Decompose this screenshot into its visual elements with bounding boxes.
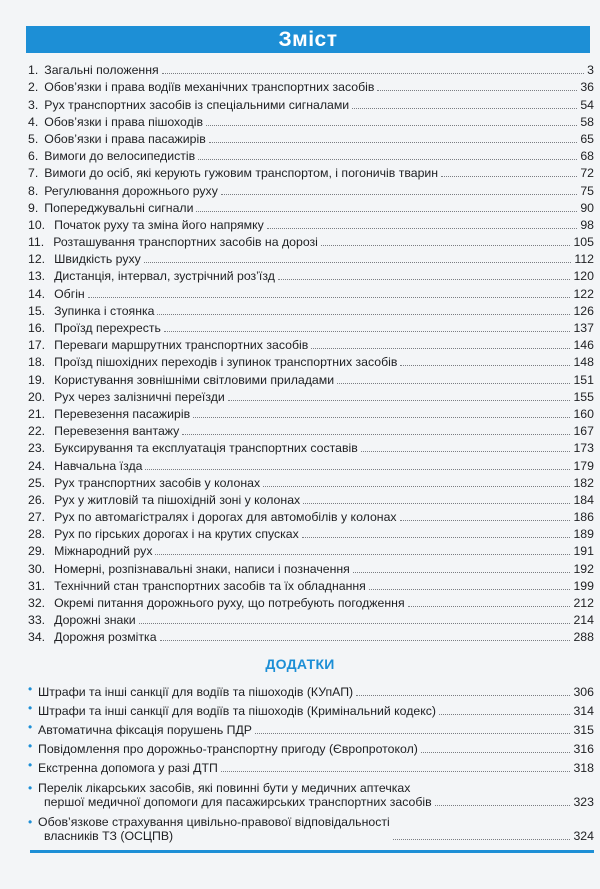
toc-entry-title: Дорожні знаки [54,613,136,628]
toc-entry-page: 182 [573,475,594,490]
toc-entry-title: Окремі питання дорожнього руху, що потребують погодження [54,596,405,610]
toc-entry-page: 3 [587,63,594,78]
toc-entry[interactable] [28,163,594,180]
toc-entry-title: Початок руху та зміна його напрямку [54,217,264,232]
toc-entry-page: 120 [573,269,594,284]
toc-entry-title: Переваги маршрутних транспортних засобів [54,338,309,353]
toc-entry-number: 19. [28,372,46,387]
dot-leader [303,502,570,504]
dot-leader [352,107,577,109]
toc-entry-title: Зупинка і стоянка [54,303,155,318]
dot-leader [228,399,571,401]
bullet-icon: • [28,815,33,829]
toc-entry-number: 12. [28,252,46,267]
toc-entry-title: Навчальна їзда [54,458,143,473]
appendix-entry-line1: Обов’язкове страхування цивільно-правової відповідальності [38,815,390,829]
dot-leader [439,713,570,715]
dot-leader [209,141,578,143]
toc-entry-number: 8. [28,183,39,198]
toc-entry[interactable] [28,335,594,352]
toc-entry-number: 1. [28,63,39,78]
toc-entry-title: Вимоги до осіб, які керують гужовим транспортом, і погоничів тварин [44,166,439,181]
dot-leader [193,416,570,418]
toc-entry[interactable] [28,301,594,318]
toc-entry-number: 9. [28,200,39,215]
toc-entry-page: 36 [580,80,594,95]
toc-entry-page: 72 [580,166,594,181]
toc-entry[interactable] [28,146,594,163]
appendix-entry[interactable] [28,737,594,756]
toc-entry-number: 28. [28,527,46,542]
appendix-entry-title [38,815,390,843]
dot-leader [198,158,577,160]
dot-leader [182,433,570,435]
appendix-entry[interactable] [28,775,594,809]
toc-entry-page: 189 [573,527,594,542]
toc-entry-number: 3. [28,97,39,112]
toc-entry-page: 192 [573,561,594,576]
dot-leader [441,175,577,177]
toc-entry-title: Рух транспортних засобів із спеціальними сигналами [44,97,350,112]
appendix-entry-page: 316 [573,742,594,756]
toc-entry-title: Загальні положення [44,63,159,78]
toc-entry-title: Швидкість руху [54,252,141,267]
toc-entry[interactable] [28,507,594,524]
dot-leader [400,364,570,366]
appendix-entry-title [38,685,353,699]
toc-entry-title: Міжнародний рух [54,544,153,559]
toc-entry-title: Рух у житловій та пішохідній зоні у колонах [54,492,301,507]
toc-entry-page: 90 [580,200,594,215]
bullet-icon: • [28,758,33,772]
appendix-entry[interactable] [28,809,594,843]
toc-entry[interactable] [28,352,594,369]
toc-entry-page: 112 [574,252,594,267]
toc-entry-number: 10. [28,217,46,232]
dot-leader [302,536,571,538]
table-of-contents [28,60,594,644]
toc-entry-number: 2. [28,80,39,95]
bullet-icon: • [28,701,33,715]
bullet-icon: • [28,720,33,734]
toc-entry-number: 11. [28,235,45,250]
dot-leader [408,605,571,607]
toc-entry-number: 32. [28,596,46,610]
toc-entry-page: 155 [573,389,594,404]
appendix-entry-title [38,742,418,756]
toc-entry-page: 68 [580,149,594,164]
dot-leader [263,485,570,487]
toc-entry-page: 186 [573,510,594,525]
appendix-entry-line1: Повідомлення про дорожньо-транспортну пригоду (Європротокол) [38,742,418,756]
toc-entry[interactable] [28,610,594,627]
contents-header-bar [26,26,590,53]
appendix-entry-line1: Штрафи та інші санкції для водіїв та пішоходів (Кримінальний кодекс) [38,704,437,718]
toc-entry-page: 214 [573,613,594,628]
toc-entry-title: Перевезення вантажу [54,424,180,439]
toc-entry[interactable] [28,541,594,558]
toc-entry-title: Вимоги до велосипедистів [44,149,196,164]
toc-entry-title: Попереджувальні сигнали [44,200,194,215]
toc-entry[interactable] [28,283,594,300]
toc-entry-number: 4. [28,114,39,129]
toc-entry-number: 29. [28,544,46,559]
toc-entry-title: Регулювання дорожнього руху [44,183,218,198]
dot-leader [162,72,585,74]
toc-entry-page: 179 [573,458,594,473]
toc-entry-title: Розташування транспортних засобів на дорозі [53,235,318,250]
appendix-entry-title [38,761,218,775]
appendix-entry-line2: першої медичної допомоги для пасажирських транспортних засобів [44,795,432,809]
appendix-entry-title [38,723,252,737]
toc-entry[interactable] [28,129,594,146]
toc-entry-page: 212 [573,596,594,610]
bullet-icon: • [28,781,33,795]
toc-entry-number: 22. [28,424,46,439]
dot-leader [337,382,570,384]
toc-entry[interactable] [28,318,594,335]
toc-entry-title: Рух по гірських дорогах і на крутих спусках [54,527,299,542]
dot-leader [356,694,570,696]
dot-leader [88,296,571,298]
toc-entry[interactable] [28,473,594,490]
toc-entry-number: 21. [28,406,46,421]
toc-entry-page: 288 [573,630,594,645]
toc-entry[interactable] [28,180,594,197]
toc-entry-page: 126 [573,303,594,318]
dot-leader [155,553,570,555]
dot-leader [377,89,577,91]
appendix-entry-page: 306 [573,685,594,699]
dot-leader [221,770,571,772]
toc-entry-page: 65 [580,131,594,146]
toc-entry-page: 98 [580,217,594,232]
appendix-entry-title [38,781,432,809]
toc-entry-number: 27. [28,510,46,525]
toc-entry[interactable] [28,198,594,215]
toc-entry-page: 167 [573,424,594,439]
toc-entry-title: Дистанція, інтервал, зустрічний роз’їзд [54,269,275,284]
toc-entry-page: 184 [573,492,594,507]
dot-leader [196,210,577,212]
appendix-entry-line1: Автоматична фіксація порушень ПДР [38,723,253,737]
toc-entry-page: 191 [573,544,594,559]
toc-entry-number: 14. [28,286,46,301]
toc-entry-title: Рух транспортних засобів у колонах [54,475,261,490]
appendix-entry-line1: Штрафи та інші санкції для водіїв та пішоходів (КУпАП) [38,685,354,699]
appendix-entry-page: 324 [573,829,594,843]
appendix-entry[interactable] [28,756,594,775]
toc-entry-title: Перевезення пасажирів [54,406,191,421]
toc-entry-title: Проїзд пішохідних переходів і зупинок транспортних засобів [54,355,398,370]
dot-leader [267,227,578,229]
toc-entry-title: Дорожня розмітка [54,630,157,645]
dot-leader [221,193,577,195]
toc-entry-title: Рух по автомагістралях і дорогах для автомобілів у колонах [54,510,397,525]
toc-entry-title: Користування зовнішніми світловими приладами [54,372,335,387]
toc-entry-title: Обов’язки і права пасажирів [44,131,206,146]
toc-entry[interactable] [28,232,594,249]
appendix-entry-page: 318 [573,761,594,775]
toc-entry-page: 160 [573,406,594,421]
toc-entry-number: 7. [28,166,39,181]
toc-entry-number: 33. [28,613,46,628]
toc-entry[interactable] [28,249,594,266]
toc-entry-number: 23. [28,441,46,456]
toc-entry-number: 26. [28,492,46,507]
toc-entry-title: Буксирування та експлуатація транспортних составів [54,441,358,456]
toc-entry[interactable] [28,369,594,386]
toc-entry[interactable] [28,490,594,507]
dot-leader [311,347,570,349]
toc-entry-number: 20. [28,389,46,404]
appendix-entry-line2: власників ТЗ (ОСЦПВ) [44,829,174,843]
toc-entry-page: 75 [580,183,594,198]
dot-leader [206,124,577,126]
toc-entry-page: 54 [580,97,594,112]
dot-leader [369,588,571,590]
toc-entry-number: 25. [28,475,46,490]
toc-entry-number: 34. [28,630,46,645]
toc-entry-title: Рух через залізничні переїзди [54,389,225,404]
toc-entry-number: 13. [28,269,46,284]
toc-entry[interactable] [28,593,594,610]
toc-entry-number: 24. [28,458,46,473]
toc-entry-title: Обов’язки і права пішоходів [44,114,204,129]
toc-entry-number: 18. [28,355,46,370]
toc-entry-number: 31. [28,578,46,593]
appendix-entry-page: 314 [573,704,594,718]
dot-leader [255,732,570,734]
appendix-entry-line1: Екстренна допомога у разі ДТП [38,761,218,775]
toc-entry-page: 173 [573,441,594,456]
appendix-entry[interactable] [28,718,594,737]
toc-entry[interactable] [28,421,594,438]
toc-entry-title: Обгін [54,286,85,301]
appendix-entry[interactable] [28,699,594,718]
toc-entry-number: 17. [28,338,46,353]
toc-entry-number: 5. [28,131,39,146]
toc-entry[interactable] [28,266,594,283]
toc-entry[interactable] [28,438,594,455]
dot-leader [139,622,571,624]
toc-entry-title: Обов’язки і права водіїв механічних транспортних засобів [44,80,375,95]
toc-entry[interactable] [28,627,594,644]
toc-entry[interactable] [28,215,594,232]
dot-leader [164,330,571,332]
appendix-entry-line1: Перелік лікарських засобів, які повинні бути у медичних аптечках [38,781,411,795]
toc-entry[interactable] [28,558,594,575]
toc-entry[interactable] [28,77,594,94]
toc-entry-page: 199 [573,578,594,593]
dot-leader [393,838,571,840]
toc-entry-page: 105 [573,235,594,250]
toc-entry-title: Технічний стан транспортних засобів та їх обладнання [54,578,366,593]
toc-entry-page: 151 [573,372,594,387]
dot-leader [421,751,571,753]
toc-entry-number: 6. [28,149,39,164]
appendix-entry-title [38,704,436,718]
toc-entry-page: 58 [580,114,594,129]
toc-entry-title: Номерні, розпізнавальні знаки, написи і позначення [54,561,350,576]
bottom-divider [30,850,594,853]
dot-leader [400,519,571,521]
dot-leader [353,571,571,573]
toc-entry-title: Проїзд перехресть [54,321,161,335]
appendix-entry-page: 323 [573,795,594,809]
toc-entry-page: 137 [573,321,594,335]
toc-entry[interactable] [28,94,594,111]
dot-leader [160,639,571,641]
toc-entry[interactable] [28,576,594,593]
bullet-icon: • [28,682,33,696]
toc-entry-number: 16. [28,321,46,335]
dot-leader [145,468,570,470]
toc-entry-page: 122 [573,286,594,301]
dot-leader [361,450,571,452]
toc-entry-page: 148 [573,355,594,370]
toc-entry[interactable] [28,524,594,541]
dot-leader [157,313,570,315]
appendix-entry[interactable] [28,680,594,699]
toc-entry[interactable] [28,387,594,404]
dot-leader [321,244,571,246]
appendix-heading: ДОДАТКИ [265,656,335,672]
page-title: Зміст [278,27,338,51]
appendix-entry-page: 315 [573,723,594,737]
dot-leader [144,261,572,263]
toc-entry-number: 15. [28,303,46,318]
appendix-list [28,680,594,843]
toc-entry[interactable] [28,60,594,77]
toc-entry-page: 146 [573,338,594,353]
bullet-icon: • [28,739,33,753]
dot-leader [278,278,571,280]
toc-entry[interactable] [28,112,594,129]
toc-entry[interactable] [28,455,594,472]
toc-entry[interactable] [28,404,594,421]
dot-leader [435,804,571,806]
toc-entry-number: 30. [28,561,46,576]
